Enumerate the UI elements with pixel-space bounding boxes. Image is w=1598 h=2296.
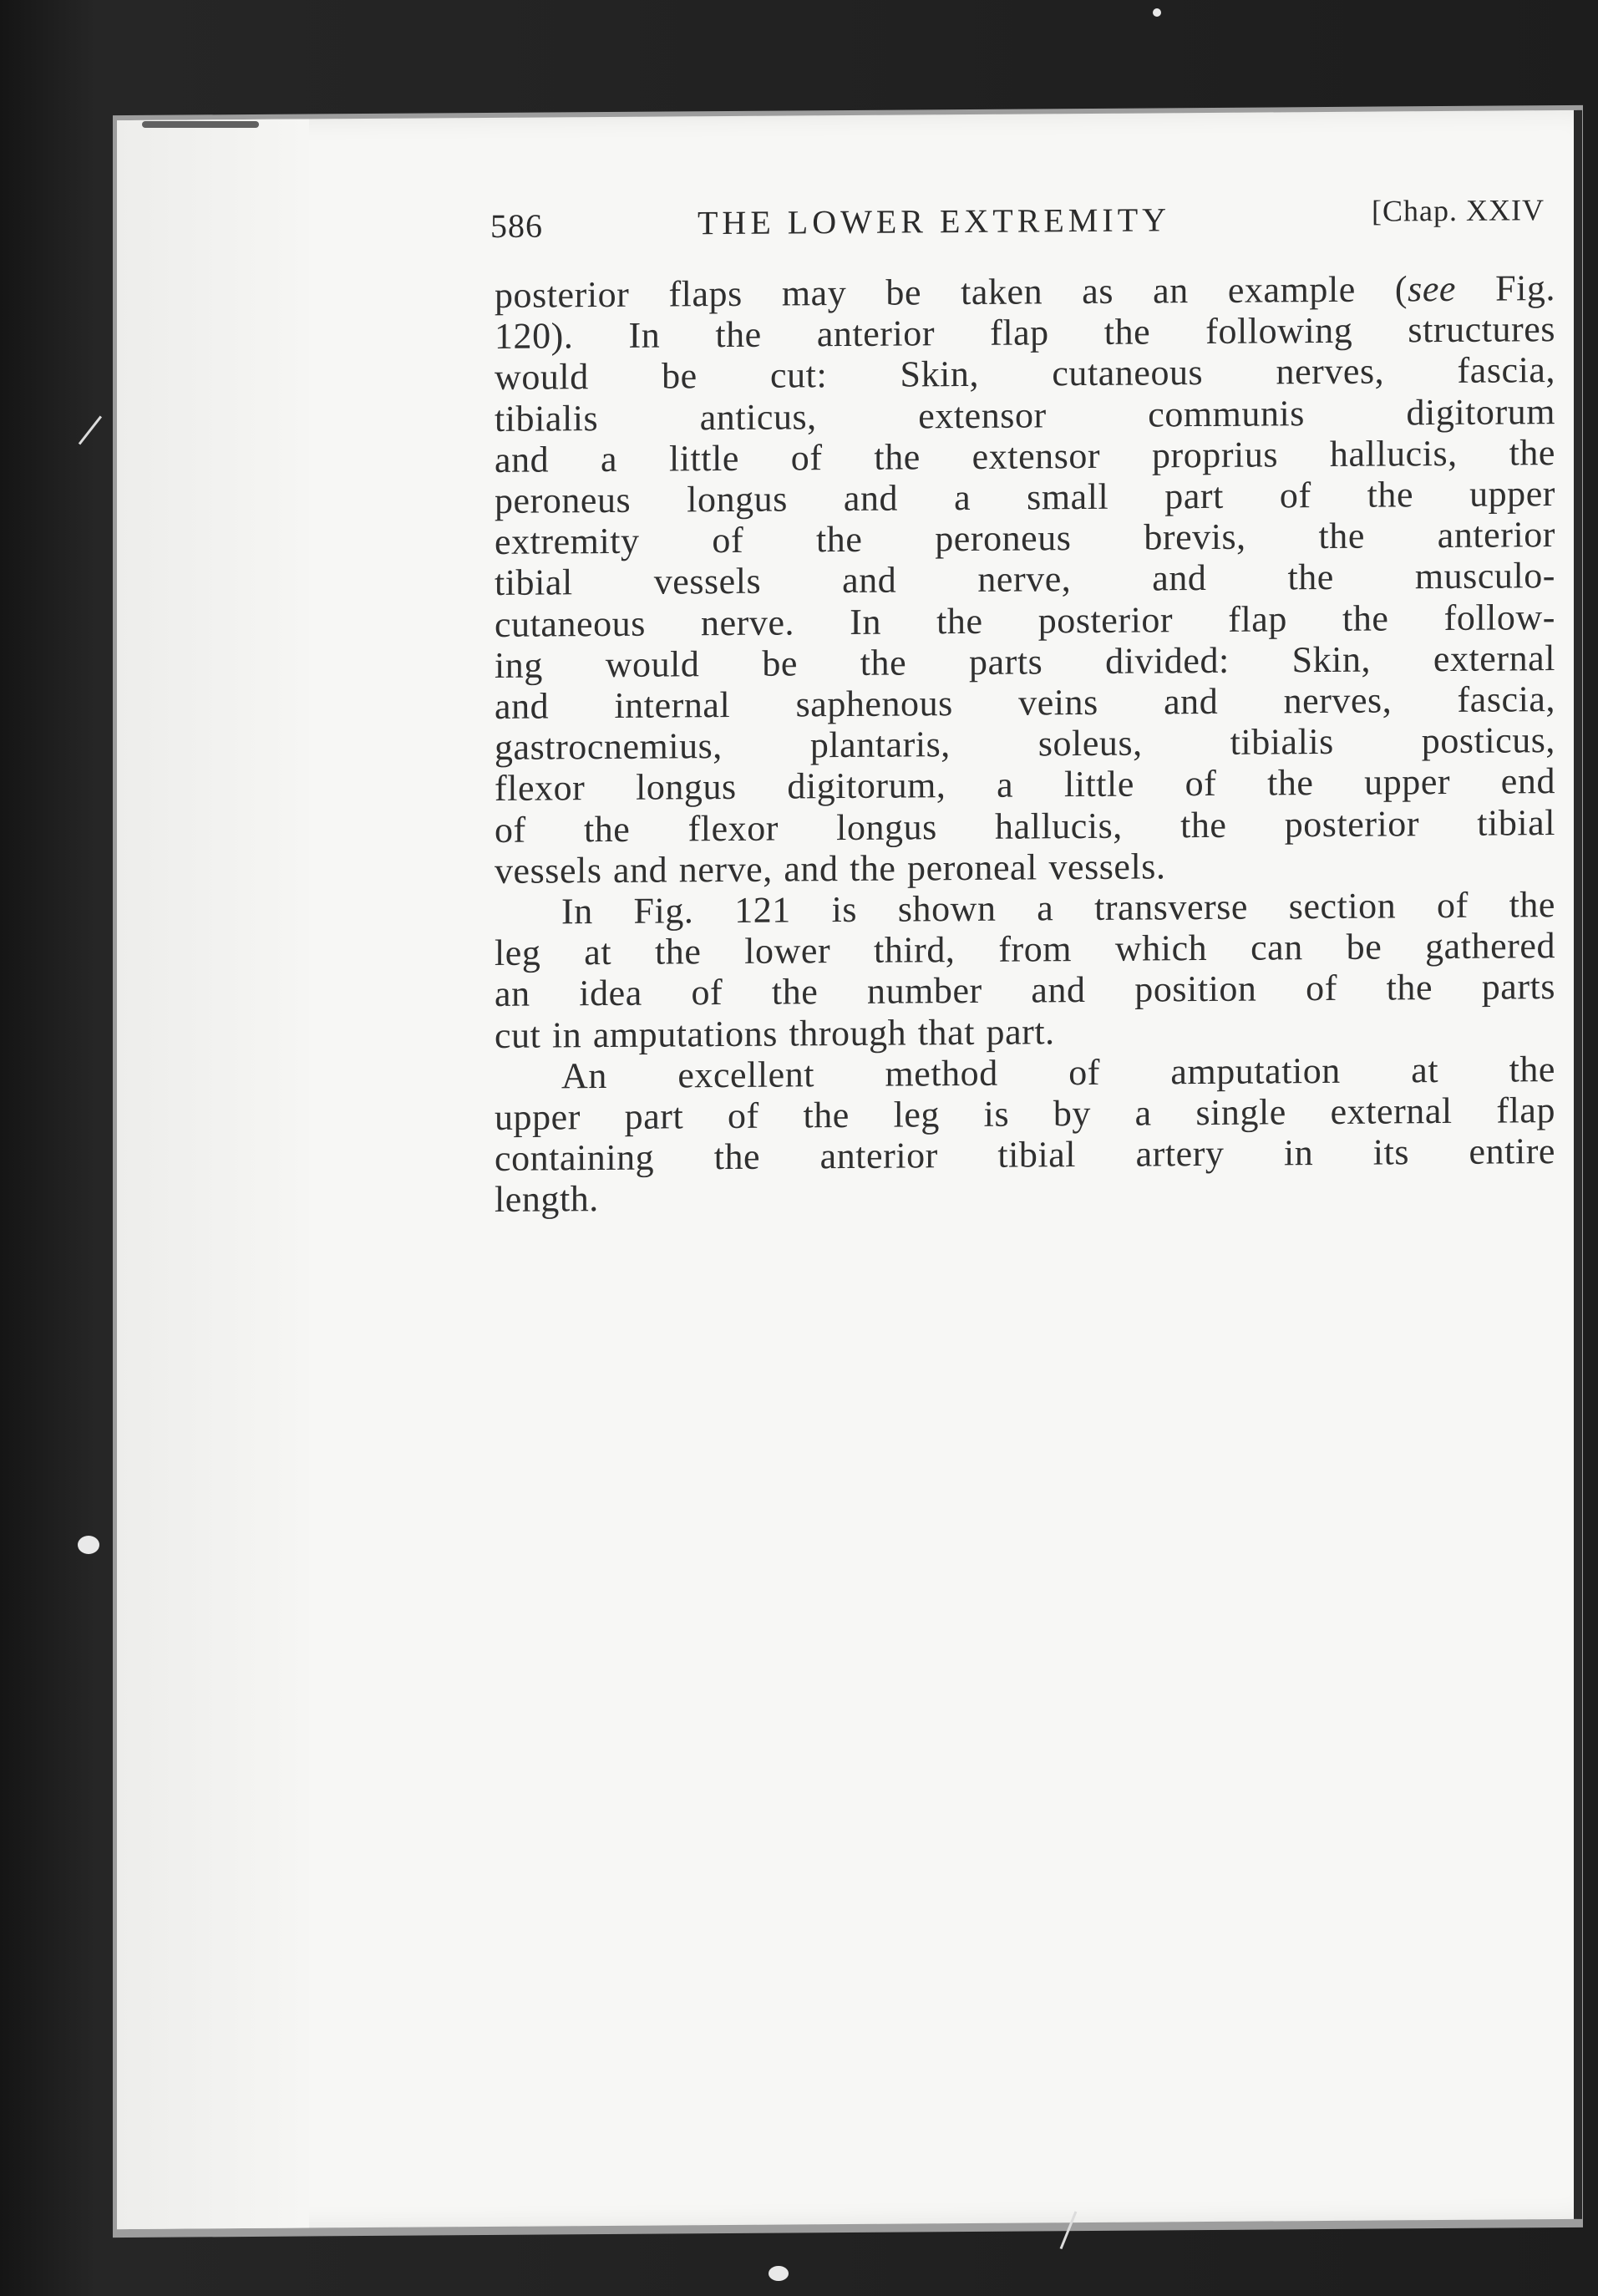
text-line-3: would be cut: Skin, cutaneous nerves, fascia,: [495, 349, 1555, 399]
body-text: [495, 267, 1555, 1221]
text-line-10: ing would be the parts divided: Skin, external: [495, 637, 1555, 686]
scan-speck: [78, 1536, 99, 1554]
italic-see: see: [1408, 267, 1456, 310]
text-line-15: vessels and nerve, and the peroneal vessels.: [495, 846, 1166, 891]
page-gutter: [1574, 110, 1582, 2219]
text-line-23: length.: [495, 1178, 599, 1221]
text-line-13: flexor longus digitorum, a little of the upper end: [495, 760, 1555, 810]
text-line-2: 120). In the anterior flap the following structures: [495, 308, 1555, 358]
text-line-18: an idea of the number and position of the parts: [495, 966, 1555, 1015]
text-line-16: In Fig. 121 is shown a transverse section of the: [561, 884, 1555, 932]
page-header: [490, 192, 1560, 251]
text-line-11: and internal saphenous veins and nerves, fascia,: [495, 678, 1555, 727]
text-line-20: An excellent method of amputation at the: [561, 1048, 1555, 1097]
text-line-5: and a little of the extensor proprius hallucis, the: [495, 431, 1555, 480]
text-line-1: posterior flaps may be taken as an example (see Fig.: [495, 267, 1555, 316]
text-line-14: of the flexor longus hallucis, the posterior tibial: [495, 801, 1555, 851]
text-line-22: containing the anterior tibial artery in its entire: [495, 1130, 1555, 1180]
page-corner-mark: [142, 121, 259, 128]
book-page: [117, 110, 1577, 2229]
page-number: 586: [490, 206, 543, 245]
chapter-label: [Chap. XXIV: [1372, 193, 1545, 228]
scan-speck: [1153, 8, 1161, 17]
scan-speck: [769, 2266, 789, 2281]
page-inner-margin: [117, 119, 309, 2229]
text-line-4: tibialis anticus, extensor communis digitorum: [495, 390, 1555, 439]
text-line-9: cutaneous nerve. In the posterior flap the follow-: [495, 596, 1555, 645]
text-line-7: extremity of the peroneus brevis, the anterior: [495, 514, 1555, 563]
text-line-19: cut in amputations through that part.: [495, 1010, 1055, 1056]
text-line-6: peroneus longus and a small part of the upper: [495, 473, 1555, 521]
text-line-17: leg at the lower third, from which can be gathered: [495, 925, 1555, 974]
running-title: THE LOWER EXTREMITY: [698, 201, 1171, 242]
text-line-12: gastrocnemius, plantaris, soleus, tibialis posticus,: [495, 719, 1555, 769]
text-line-21: upper part of the leg is by a single external flap: [495, 1090, 1555, 1139]
text-line-8: tibial vessels and nerve, and the musculo-: [495, 555, 1555, 604]
